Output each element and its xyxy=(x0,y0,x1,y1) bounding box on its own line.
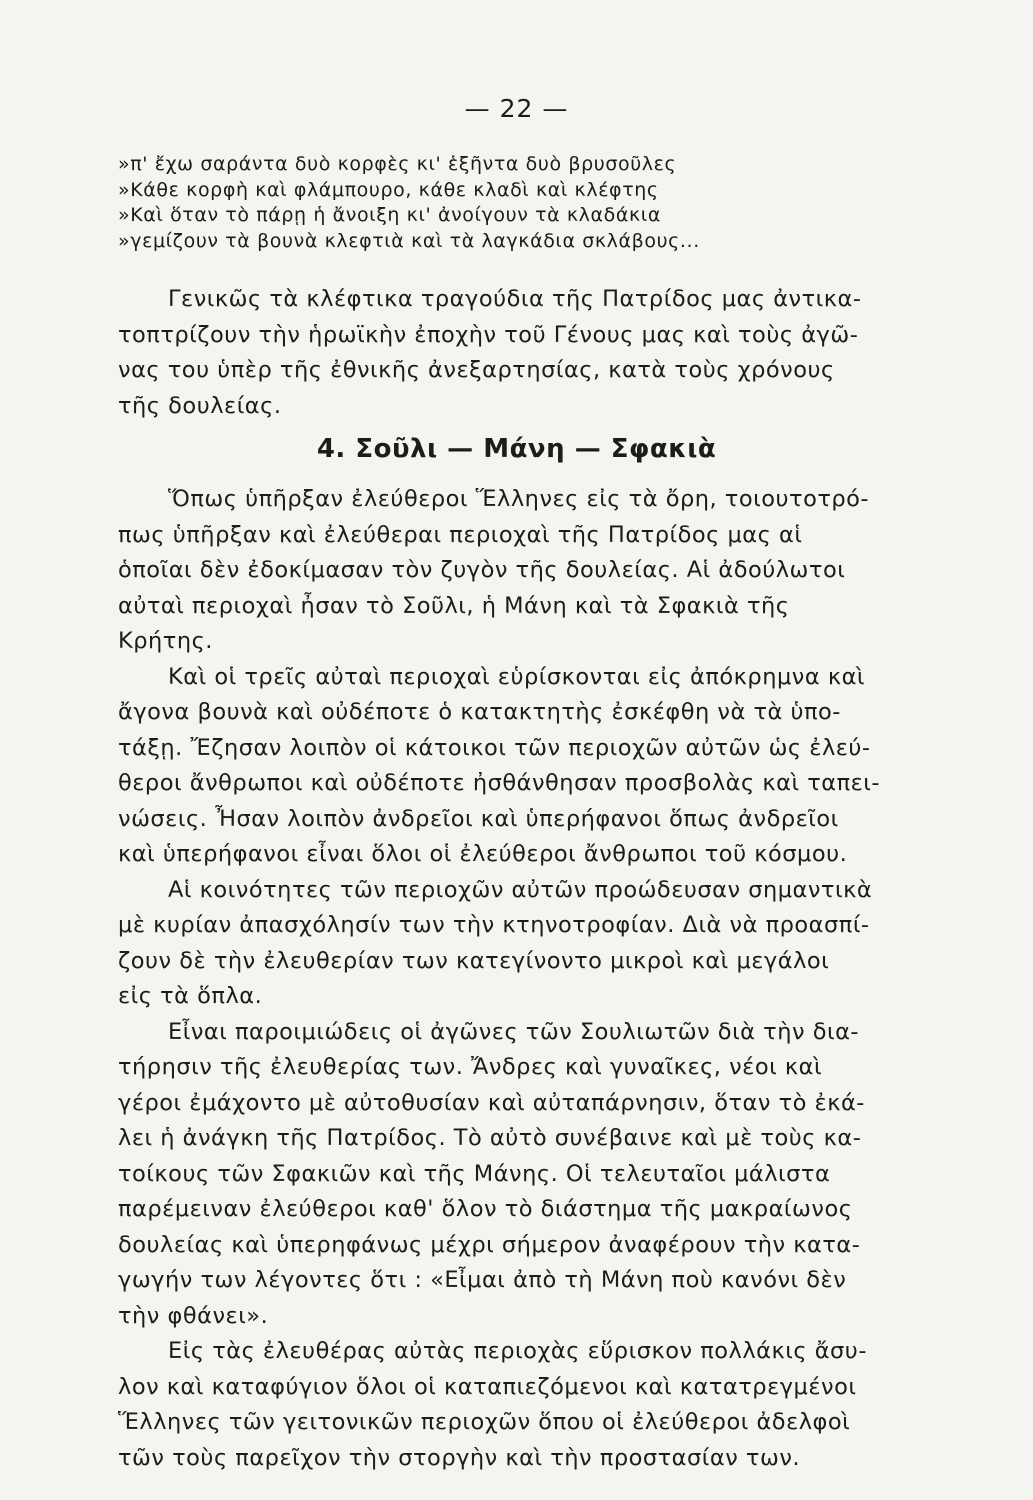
poem-line: »γεμίζουν τὰ βουνὰ κλεφτιὰ καὶ τὰ λαγκάδια σκλάβους... xyxy=(118,229,700,252)
text-line: Γενικῶς τὰ κλέφτικα τραγούδια τῆς Πατρίδος μας ἀντικα- xyxy=(168,286,862,312)
text-line: γέροι ἐμάχοντο μὲ αὐτοθυσίαν καὶ αὐταπάρνησιν, ὅταν τὸ ἐκά- xyxy=(118,1089,865,1116)
text-line: τοίκους τῶν Σφακιῶν καὶ τῆς Μάνης. Οἱ τελευταῖοι μάλιστα xyxy=(118,1160,831,1187)
page-number: — 22 — xyxy=(464,94,569,123)
text-line: τὴν φθάνει». xyxy=(118,1302,269,1329)
text-line: Κρήτης. xyxy=(118,628,213,654)
text-line: νας του ὑπὲρ τῆς ἐθνικῆς ἀνεξαρτησίας, κατὰ τοὺς χρόνους xyxy=(118,357,835,383)
text-line: Εἰς τὰς ἐλευθέρας αὐτὰς περιοχὰς εὕρισκον πολλάκις ἄσυ- xyxy=(168,1338,867,1364)
text-line: τοπτρίζουν τὴν ἡρωϊκὴν ἐποχὴν τοῦ Γένους μας καὶ τοὺς ἀγῶ- xyxy=(118,321,859,348)
text-line: παρέμειναν ἐλεύθεροι καθ' ὅλον τὸ διάστημα τῆς μακραίωνος xyxy=(118,1196,853,1222)
poem-line: »Κάθε κορφὴ καὶ φλάμπουρο, κάθε κλαδὶ καὶ κλέφτης xyxy=(118,178,659,201)
text-line: τήρησιν τῆς ἐλευθερίας των. Ἄνδρες καὶ γυναῖκες, νέοι καὶ xyxy=(118,1054,823,1080)
intro-paragraph xyxy=(118,282,1018,424)
poem-line: »Καὶ ὅταν τὸ πάρῃ ἡ ἄνοιξη κι' ἀνοίγουν τὰ κλαδάκια xyxy=(118,204,661,226)
poem-line: »π' ἔχω σαράντα δυὸ κορφὲς κι' ἑξῆντα δυὸ βρυσοῦλες xyxy=(118,153,677,175)
paragraph xyxy=(118,660,1018,873)
paragraph xyxy=(118,1334,1018,1476)
text-line: Καὶ οἱ τρεῖς αὐταὶ περιοχαὶ εὑρίσκονται εἰς ἀπόκρημνα καὶ xyxy=(168,663,866,690)
text-line: Ὅπως ὑπῆρξαν ἐλεύθεροι Ἕλληνες εἰς τὰ ὄρη, τοιουτοτρό- xyxy=(168,486,870,512)
paragraph xyxy=(118,482,1018,660)
text-line: νώσεις. Ἦσαν λοιπὸν ἀνδρεῖοι καὶ ὑπερήφανοι ὅπως ἀνδρεῖοι xyxy=(118,805,839,832)
text-line: τῆς δουλείας. xyxy=(118,392,282,419)
text-line: καὶ ὑπερήφανοι εἶναι ὅλοι οἱ ἐλεύθεροι ἄνθρωποι τοῦ κόσμου. xyxy=(118,841,848,867)
text-line: Εἶναι παροιμιώδεις οἱ ἀγῶνες τῶν Σουλιωτῶν διὰ τὴν δια- xyxy=(168,1018,860,1045)
text-line: μὲ κυρίαν ἀπασχόλησίν των τὴν κτηνοτροφίαν. Διὰ νὰ προασπί- xyxy=(118,912,870,938)
text-line: Αἱ κοινότητες τῶν περιοχῶν αὐτῶν προώδευσαν σημαντικὰ xyxy=(168,876,873,903)
section-heading: 4. Σοῦλι — Μάνη — Σφακιὰ xyxy=(316,434,717,464)
text-line: γωγήν των λέγοντες ὅτι : «Εἶμαι ἀπὸ τὴ Μάνη ποὺ κανόνι δὲν xyxy=(118,1267,847,1293)
text-line: πως ὑπῆρξαν καὶ ἐλεύθεραι περιοχαὶ τῆς Πατρίδος μας αἱ xyxy=(118,521,803,548)
text-line: εἰς τὰ ὅπλα. xyxy=(118,983,263,1009)
text-line: ὁποῖαι δὲν ἐδοκίμασαν τὸν ζυγὸν τῆς δουλείας. Αἱ ἀδούλωτοι xyxy=(118,557,846,583)
text-line: ἄγονα βουνὰ καὶ οὐδέποτε ὁ κατακτητὴς ἐσκέφθη νὰ τὰ ὑπο- xyxy=(118,699,841,725)
text-line: δουλείας καὶ ὑπερηφάνως μέχρι σήμερον ἀναφέρουν τὴν κατα- xyxy=(118,1231,861,1258)
text-line: ζουν δὲ τὴν ἐλευθερίαν των κατεγίνοντο μικροὶ καὶ μεγάλοι xyxy=(118,947,830,974)
text-line: αὐταὶ περιοχαὶ ἦσαν τὸ Σοῦλι, ἡ Μάνη καὶ τὰ Σφακιὰ τῆς xyxy=(118,592,790,619)
poem-quote xyxy=(118,152,918,254)
text-line: τῶν τοὺς παρεῖχον τὴν στοργὴν καὶ τὴν προστασίαν των. xyxy=(118,1444,801,1471)
text-line: τάξῃ. Ἔζησαν λοιπὸν οἱ κάτοικοι τῶν περιοχῶν αὐτῶν ὡς ἐλεύ- xyxy=(118,734,871,761)
text-line: Ἕλληνες τῶν γειτονικῶν περιοχῶν ὅπου οἱ ἐλεύθεροι ἀδελφοὶ xyxy=(118,1409,851,1435)
text-line: λον καὶ καταφύγιον ὅλοι οἱ καταπιεζόμενοι καὶ κατατρεγμένοι xyxy=(118,1373,857,1400)
paragraph xyxy=(118,873,1018,1015)
text-line: θεροι ἄνθρωποι καὶ οὐδέποτε ἠσθάνθησαν προσβολὰς καὶ ταπει- xyxy=(118,770,881,796)
body-text xyxy=(118,482,1018,1476)
paragraph xyxy=(118,1015,1018,1335)
text-line: λει ἡ ἀνάγκη τῆς Πατρίδος. Τὸ αὐτὸ συνέβαινε καὶ μὲ τοὺς κα- xyxy=(118,1125,862,1151)
